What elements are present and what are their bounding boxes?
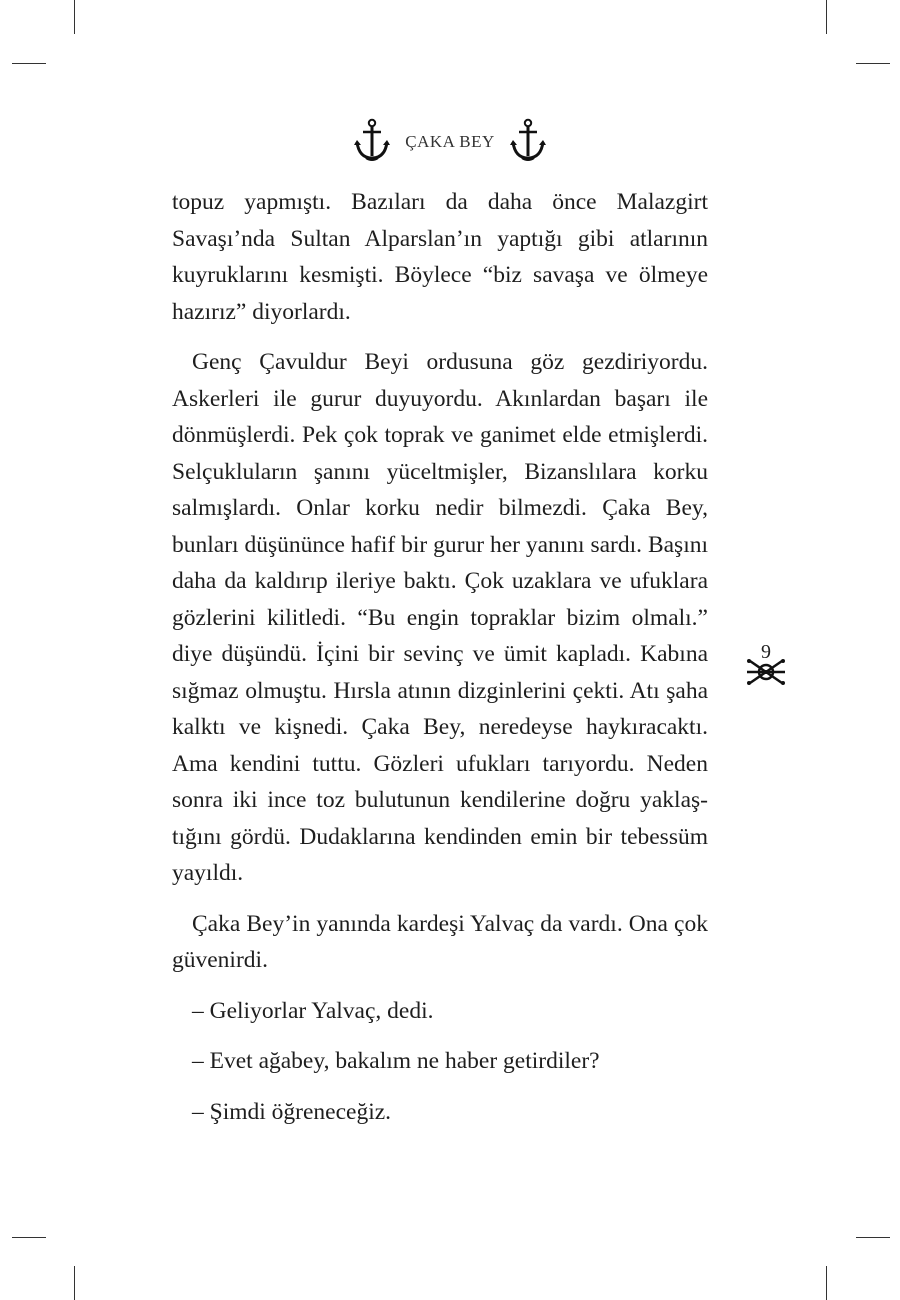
crop-mark-left-top xyxy=(12,63,46,64)
ship-wheel-icon xyxy=(746,658,786,686)
crop-mark-right-bottom xyxy=(856,1237,890,1238)
page-number: 9 xyxy=(761,641,771,663)
crop-mark-left-bottom xyxy=(12,1237,46,1238)
crop-mark-top-left xyxy=(74,0,75,34)
dialogue-line: – Şimdi öğreneceğiz. xyxy=(192,1098,392,1125)
crop-mark-bottom-right xyxy=(826,1266,827,1300)
crop-mark-top-right xyxy=(826,0,827,34)
crop-mark-bottom-left xyxy=(74,1266,75,1300)
book-title: ÇAKA BEY xyxy=(405,132,495,151)
anchor-icon xyxy=(353,118,391,162)
paragraph: Genç Çavuldur Beyi ordusuna göz gezdiriyordu. Askerleri ile gurur duyuyordu. Akınlardan başarı ile dönmüşlerdi. Pek çok toprak ve ganimet elde etmişlerdi. Selçukluların şanını yüceltmişler, Bizanslılara korku salmışlardı. Onlar korku nedir bilmezdi. Çaka Bey, bunları düşününce hafif bir gurur her yanını sardı. Başını daha da kaldırıp ileriye baktı. Çok uzaklara ve ufuklara gözlerini kilitledi. “Bu engin topraklar bizim olmalı.” diye düşündü. İçini bir sevinç ve ümit kapladı. Kabına sığmaz olmuştu. Hırsla atının dizginlerini çekti. Atı şaha kalktı ve kişnedi. Çaka Bey, neredeyse haykıracaktı. Ama kendini tuttu. Gözleri ufukları tarıyordu. Neden sonra iki ince toz bulutunun kendilerine doğru yaklaştığını gördü. Dudaklarına kendinden emin bir tebessüm yayıldı. xyxy=(172,349,708,886)
dialogue-line: – Geliyorlar Yalvaç, dedi. xyxy=(192,997,434,1024)
paragraph: topuz yapmıştı. Bazıları da daha önce Malazgirt Savaşı’nda Sultan Alparslan’ın yaptığı gibi atlarının kuyruklarını kesmişti. Böylece “biz savaşa ve ölmeye hazırız” diyorlardı. xyxy=(172,189,708,325)
running-header xyxy=(0,118,900,162)
body-text xyxy=(172,184,708,1130)
anchor-icon xyxy=(509,118,547,162)
paragraph: Çaka Bey’in yanında kardeşi Yalvaç da vardı. Ona çok güvenirdi. xyxy=(172,910,708,973)
dialogue-line: – Evet ağabey, bakalım ne haber getirdiler? xyxy=(192,1048,600,1074)
crop-mark-right-top xyxy=(856,63,890,64)
page-number-mark xyxy=(742,642,790,690)
